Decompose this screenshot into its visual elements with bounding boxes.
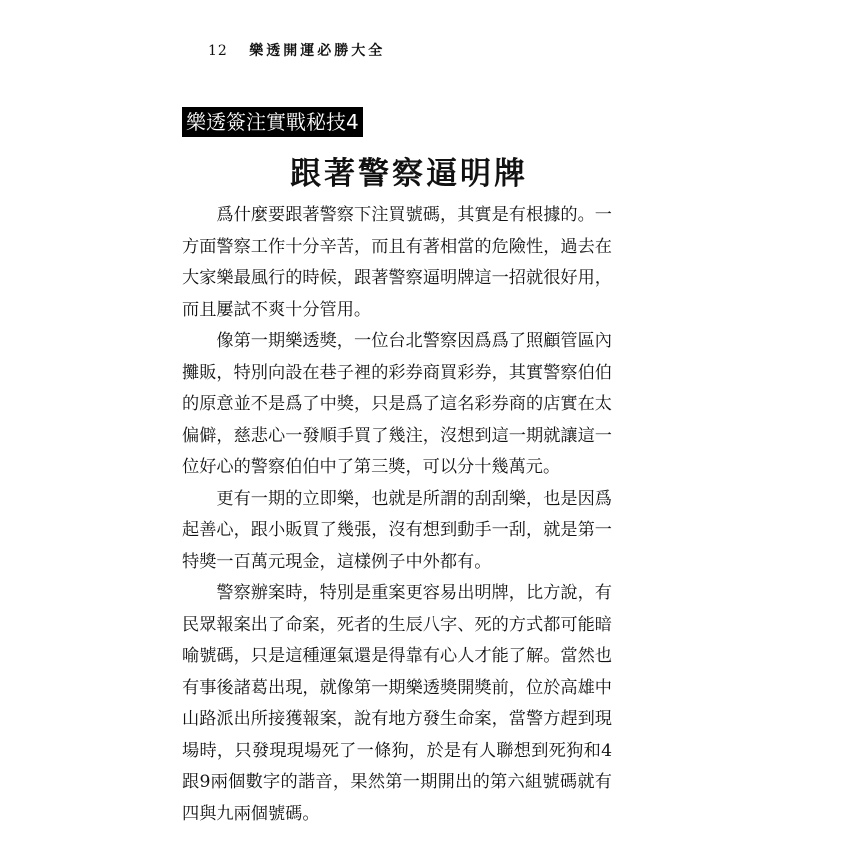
paragraph: 像第一期樂透獎，一位台北警察因爲爲了照顧管區內攤販，特別向設在巷子裡的彩券商買彩券，其實警察伯伯的原意並不是爲了中獎，只是爲了這名彩券商的店實在太偏僻，慈悲心一發順手買了幾注，沒想到這一期就讓這一位好心的警察伯伯中了第三獎，可以分十幾萬元。 — [182, 331, 612, 477]
paragraph: 爲什麼要跟著警察下注買號碼，其實是有根據的。一方面警察工作十分辛苦，而且有著相當的危險性，過去在大家樂最風行的時候，跟著警察逼明牌這一招就很好用，而且屢試不爽十分管用。 — [182, 205, 612, 320]
book-title: 樂透開運必勝大全 — [249, 43, 386, 59]
article-body — [182, 200, 612, 830]
paragraph: 更有一期的立即樂，也就是所謂的刮刮樂，也是因爲起善心，跟小販買了幾張，沒有想到動手一刮，就是第一特獎一百萬元現金，這樣例子中外都有。 — [182, 488, 612, 572]
page-number: 12 — [208, 43, 228, 59]
section-label: 樂透簽注實戰秘技4 — [182, 107, 363, 137]
paragraph: 警察辦案時，特別是重案更容易出明牌，比方說，有民眾報案出了命案，死者的生辰八字、死的方式都可能暗喻號碼，只是這種運氣還是得靠有心人才能了解。當然也有事後諸葛出現，就像第一期樂透獎開獎前，位於高雄中山路派出所接獲報案，說有地方發生命案，當警方趕到現場時，只發現現場死了一條狗，於是有人聯想到死狗和4跟9兩個數字的諧音，果然第一期開出的第六組號碼就有四與九兩個號碼。 — [182, 583, 612, 824]
running-header — [208, 40, 385, 60]
article-title: 跟著警察逼明牌 — [290, 156, 528, 192]
